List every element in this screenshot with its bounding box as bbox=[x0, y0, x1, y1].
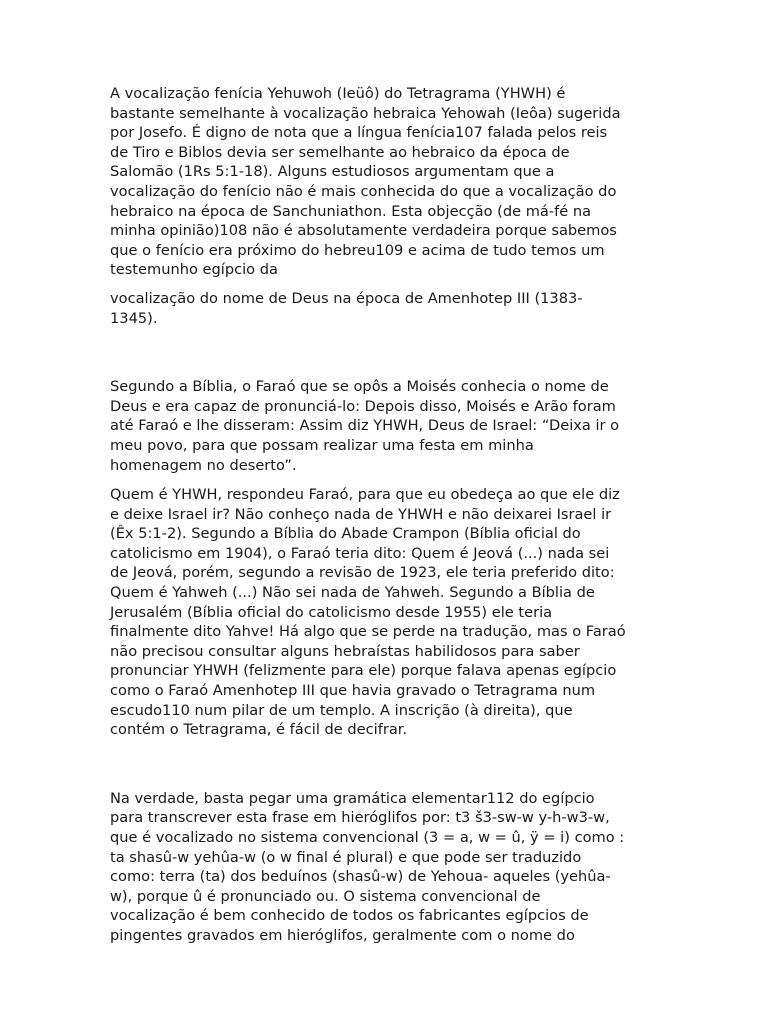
text-line: não precisou consultar alguns hebraístas habilidosos para saber bbox=[110, 642, 580, 660]
text-line: Deus e era capaz de pronunciá-lo: Depois disso, Moisés e Arão foram bbox=[110, 397, 616, 415]
text-line: e deixe Israel ir? Não conheço nada de YHWH e não deixarei Israel ir bbox=[110, 505, 612, 523]
text-line: escudo110 num pilar de um templo. A inscrição (à direita), que bbox=[110, 701, 573, 719]
text-line: minha opinião)108 não é absolutamente verdadeira porque sabemos bbox=[110, 222, 617, 240]
text-line: Na verdade, basta pegar uma gramática elementar112 do egípcio bbox=[110, 789, 595, 807]
text-line: finalmente dito Yahve! Há algo que se perde na tradução, mas o Faraó bbox=[110, 623, 626, 641]
text-line: hebraico na época de Sanchuniathon. Esta objecção (de má-fé na bbox=[110, 202, 592, 220]
text-line: vocalização é bem conhecido de todos os fabricantes egípcios de bbox=[110, 907, 589, 925]
text-line: pronunciar YHWH (felizmente para ele) porque falava apenas egípcio bbox=[110, 662, 617, 680]
text-line: Jerusalém (Bíblia oficial do catolicismo desde 1955) ele teria bbox=[110, 603, 553, 621]
text-line: A vocalização fenícia Yehuwoh (Ieüô) do Tetragrama (YHWH) é bbox=[110, 85, 566, 102]
text-line: de Jeová, porém, segundo a revisão de 1923, ele teria preferido dito: bbox=[110, 564, 615, 582]
text-line: catolicismo em 1904), o Faraó teria dito: Quem é Jeová (...) nada sei bbox=[110, 544, 610, 562]
text-line: testemunho egípcio da bbox=[110, 261, 278, 279]
text-line: para transcrever esta frase em hieróglifos por: t3 š3-sw-w y-h-w3-w, bbox=[110, 809, 610, 827]
text-line: w), porque û é pronunciado ou. O sistema convencional de bbox=[110, 887, 541, 905]
text-line: Segundo a Bíblia, o Faraó que se opôs a Moisés conhecia o nome de bbox=[110, 378, 609, 396]
paragraph-phoenician-vocalization bbox=[110, 84, 670, 280]
text-line: que é vocalizado no sistema convencional (3 = a, w = û, ÿ = i) como : bbox=[110, 829, 625, 846]
spacer bbox=[110, 280, 670, 289]
text-line: que o fenício era próximo do hebreu109 e acima de tudo temos um bbox=[110, 241, 605, 259]
text-line: homenagem no deserto”. bbox=[110, 456, 297, 474]
text-line: vocalização do nome de Deus na época de Amenhotep III (1383- bbox=[110, 289, 583, 307]
text-line: ta shasû-w yehûa-w (o w final é plural) e que pode ser traduzido bbox=[110, 848, 582, 866]
spacer bbox=[110, 328, 670, 377]
text-line: 1345). bbox=[110, 309, 158, 327]
text-line: Salomão (1Rs 5:1-18). Alguns estudiosos argumentam que a bbox=[110, 163, 555, 181]
text-line: até Faraó e lhe disseram: Assim diz YHWH, Deus de Israel: “Deixa ir o bbox=[110, 417, 620, 435]
paragraph-amenhotep-period bbox=[110, 289, 670, 328]
paragraph-egyptian-grammar bbox=[110, 789, 670, 946]
text-line: como o Faraó Amenhotep III que havia gravado o Tetragrama num bbox=[110, 682, 596, 700]
text-line: bastante semelhante à vocalização hebraica Yehowah (Ieôa) sugerida bbox=[110, 104, 621, 122]
text-line: meu povo, para que possam realizar uma festa em minha bbox=[110, 436, 534, 454]
paragraph-who-is-yhwh bbox=[110, 485, 670, 740]
document-page bbox=[110, 84, 670, 946]
text-line: pingentes gravados em hieróglifos, geralmente com o nome do bbox=[110, 926, 575, 944]
text-line: por Josefo. É digno de nota que a língua fenícia107 falada pelos reis bbox=[110, 124, 608, 142]
text-line: de Tiro e Biblos devia ser semelhante ao hebraico da época de bbox=[110, 143, 570, 161]
text-line: contém o Tetragrama, é fácil de decifrar. bbox=[110, 721, 408, 739]
text-line: como: terra (ta) dos beduínos (shasû-w) de Yehoua- aqueles (yehûa- bbox=[110, 868, 611, 886]
text-line: (Êx 5:1-2). Segundo a Bíblia do Abade Crampon (Bíblia oficial do bbox=[110, 525, 581, 543]
text-line: Quem é Yahweh (...) Não sei nada de Yahweh. Segundo a Bíblia de bbox=[110, 584, 595, 602]
paragraph-bible-pharaoh bbox=[110, 377, 670, 475]
text-line: Quem é YHWH, respondeu Faraó, para que eu obedeça ao que ele diz bbox=[110, 486, 620, 504]
spacer bbox=[110, 475, 670, 485]
spacer bbox=[110, 740, 670, 789]
text-line: vocalização do fenício não é mais conhecida do que a vocalização do bbox=[110, 182, 617, 200]
